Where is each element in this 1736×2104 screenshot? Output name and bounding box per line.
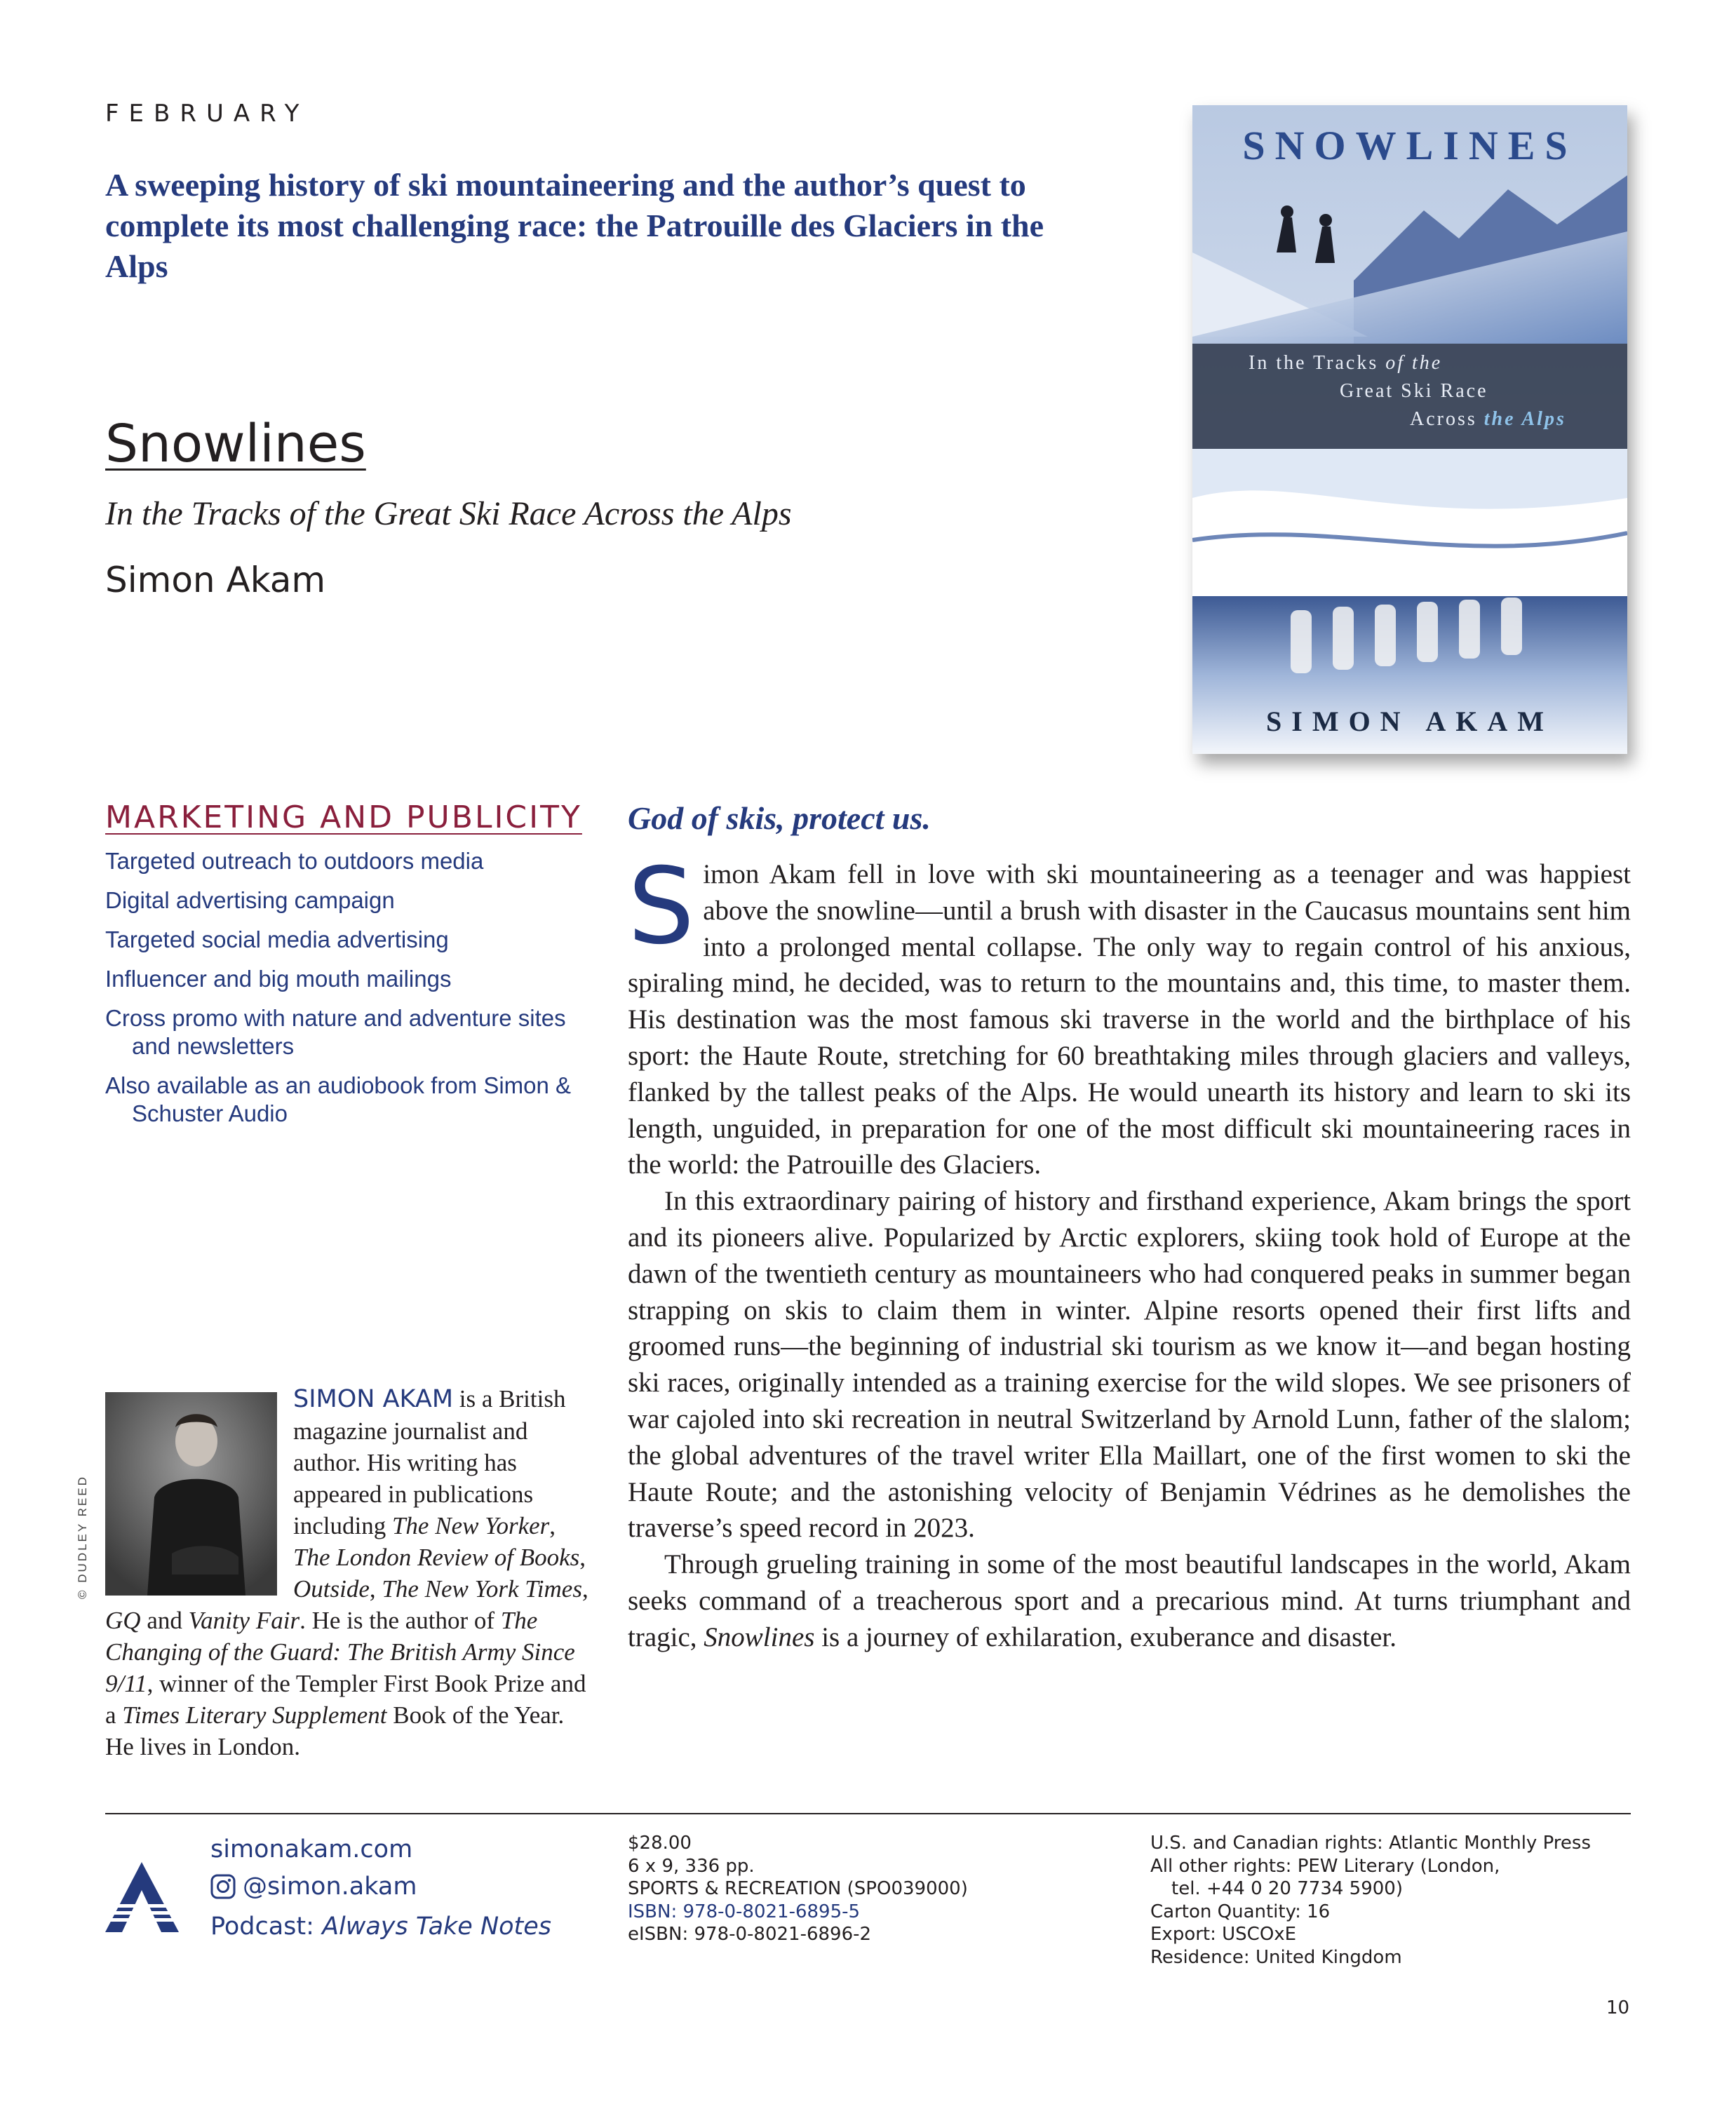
drop-cap: S xyxy=(628,846,695,968)
book-cover xyxy=(1192,105,1627,754)
month-label: FEBRUARY xyxy=(105,100,309,128)
cover-title: SNOWLINES xyxy=(1242,123,1577,168)
cover-author: SIMON AKAM xyxy=(1266,706,1554,737)
residence: Residence: United Kingdom xyxy=(1150,1946,1402,1968)
description-paragraph-2: In this extraordinary pairing of history and firsthand experience, Akam brings the sport and its pioneers alive. Popularized by Arctic explorers, skiing took hold of Europe at the dawn of the twentieth century as mountaineers who had conquered peaks in summer began strapping on skis to claim them in winter. Alpine resorts opened their first lifts and groomed runs—the beginning of industrial ski tourism as we know it—and began hosting ski races, originally intended as a training exercise for the wild slopes. We see prisoners of war cajoled into ski recreation in neutral Switzerland by Arnold Lunn, father of the slalom; the global adventures of the travel writer Ella Maillart, one of the first women to ski the Haute Route; and the astonishing velocity of Benjamin Védrines as he demolishes the traverse’s speed record in 2023. xyxy=(628,1186,1631,1544)
book-subtitle: In the Tracks of the Great Ski Race Across the Alps xyxy=(105,495,792,532)
publisher-logo-icon xyxy=(105,1862,179,1932)
page-number: 10 xyxy=(1606,1997,1630,2018)
category: SPORTS & RECREATION (SPO039000) xyxy=(628,1878,968,1899)
description-paragraph-1: Simon Akam fell in love with ski mountaineering as a teenager and was happiest above the snowline—until a brush with disaster in the Caucasus mountains sent him into a prolonged mental collapse. The only way to regain control of his anxious, spiraling mind, he decided, was to return to the mountains and, this time, to master them. His destination was the most famous ski traverse in the world and the birthplace of his sport: the Haute Route, stretching for 60 breathtaking miles through glaciers and valleys, flanked by the tallest peaks of the Alps. He would unearth its history and learn to ski its length, unguided, in preparation for one of the most difficult ski mountaineering races in the world: the Patrouille des Glaciers. xyxy=(628,846,1631,1180)
bio-author-name: SIMON AKAM xyxy=(293,1385,454,1413)
price: $28.00 xyxy=(628,1833,692,1854)
cover-subtitle-line-1: In the Tracks of the xyxy=(1249,352,1443,374)
format: 6 x 9, 336 pp. xyxy=(628,1855,755,1877)
marketing-heading: MARKETING AND PUBLICITY xyxy=(105,800,582,835)
book-title: Snowlines xyxy=(105,414,366,474)
rights-info xyxy=(1150,1832,1591,1969)
export: Export: USCOxE xyxy=(1150,1924,1297,1945)
author-bio: SIMON AKAM is a British magazine journalist and author. His writing has appeared in publications including The New Yorker, The London Review of Books, Outside, The New York Times, GQ and Vanity Fair. He is the author of The Changing of the Guard: The British Army Since 9/11, winner of the Templer First Book Prize and a Times Literary Supplement Book of the Year. He lives in London. xyxy=(105,1385,588,1760)
marketing-item: Targeted outreach to outdoors media xyxy=(105,848,484,874)
copy-headline: God of skis, protect us. xyxy=(628,800,931,836)
description-paragraph-3: Through grueling training in some of the most beautiful landscapes in the world, Akam seeks command of a treacherous sport and a precarious mind. At turns triumphant and tragic, Snowlines is a journey of exhilaration, exuberance and disaster. xyxy=(628,1549,1631,1652)
carton-quantity: Carton Quantity: 16 xyxy=(1150,1901,1331,1922)
tagline: A sweeping history of ski mountaineering and the author’s quest to complete its most challenging race: the Patrouille des Glaciers in the Alps xyxy=(105,167,1044,284)
cover-subtitle-line-3: Across the Alps xyxy=(1410,408,1566,430)
photo-credit: © DUDLEY REED xyxy=(76,1475,89,1599)
marketing-item: Influencer and big mouth mailings xyxy=(105,966,452,992)
author-website-link[interactable]: simonakam.com xyxy=(210,1835,413,1863)
book-specs xyxy=(628,1832,968,1946)
rights-tel: tel. +44 0 20 7734 5900) xyxy=(1171,1878,1403,1899)
marketing-list xyxy=(105,847,596,1139)
book-author: Simon Akam xyxy=(105,560,326,600)
marketing-item: Also available as an audiobook from Simon & Schuster Audio xyxy=(105,1072,572,1126)
eisbn: eISBN: 978-0-8021-6896-2 xyxy=(628,1924,872,1945)
isbn: ISBN: 978-0-8021-6895-5 xyxy=(628,1901,861,1922)
book-description xyxy=(628,846,1631,1656)
footer-divider xyxy=(105,1813,1631,1814)
marketing-item: Cross promo with nature and adventure sites and newsletters xyxy=(105,1005,566,1059)
instagram-handle-link[interactable]: @simon.akam xyxy=(243,1873,417,1901)
podcast-link[interactable]: Podcast: Always Take Notes xyxy=(210,1913,552,1941)
marketing-item: Digital advertising campaign xyxy=(105,887,395,913)
rights-other: All other rights: PEW Literary (London, xyxy=(1150,1855,1500,1877)
marketing-item: Targeted social media advertising xyxy=(105,926,449,952)
cover-subtitle-line-2: Great Ski Race xyxy=(1340,380,1488,402)
rights-us: U.S. and Canadian rights: Atlantic Monthly Press xyxy=(1150,1833,1591,1854)
